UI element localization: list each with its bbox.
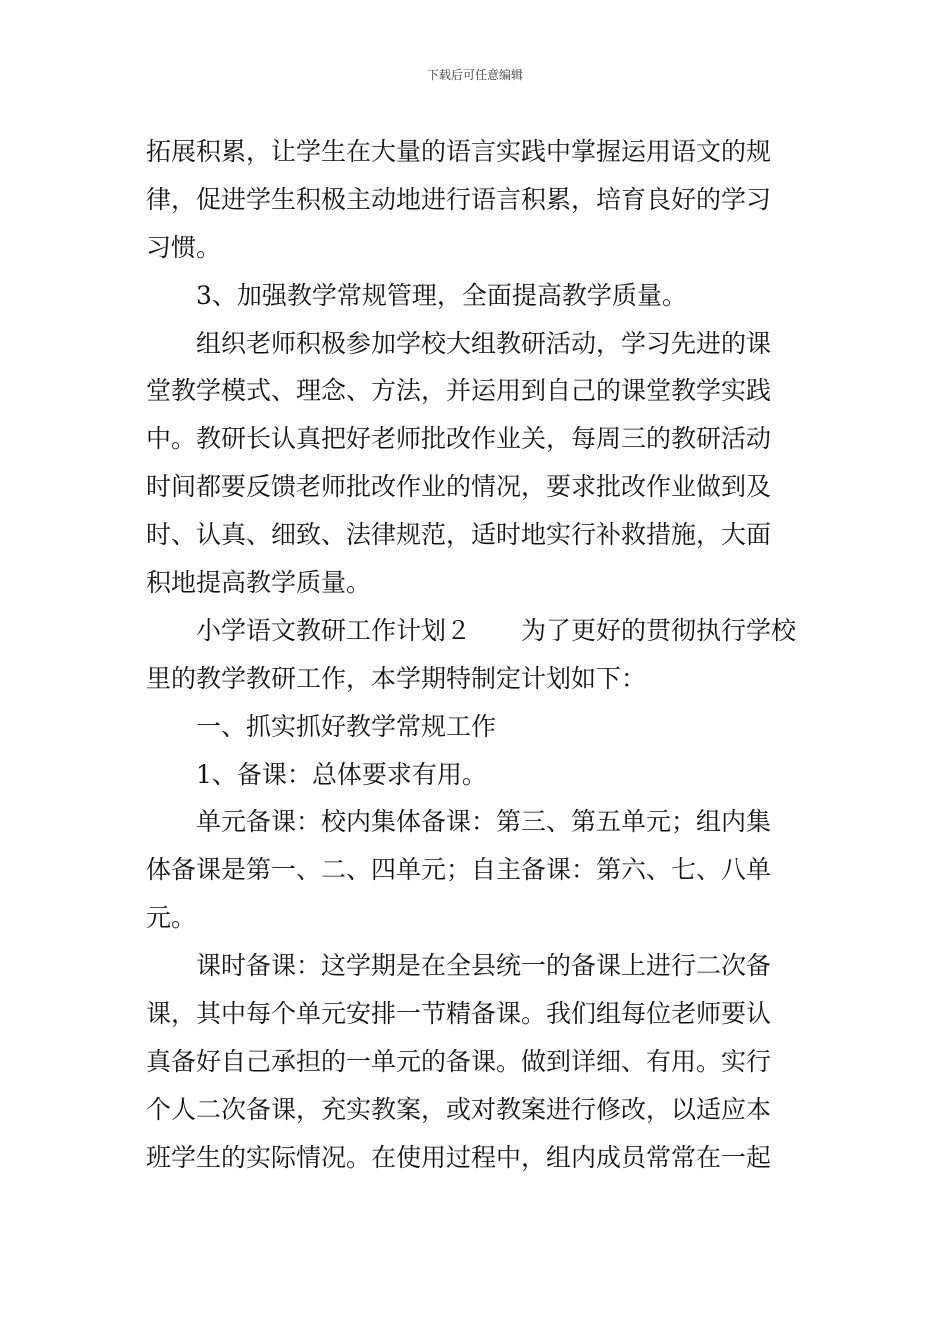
text-line: 班学生的实际情况。在使用过程中，组内成员常常在一起 — [146, 1142, 772, 1172]
text-line: 拓展积累，让学生在大量的语言实践中掌握运用语文的规 — [146, 137, 772, 166]
text-line: 中。教研长认真把好老师批改作业关，每周三的教研活动 — [146, 424, 772, 454]
page-header-note: 下载后可任意编辑 — [426, 68, 523, 82]
text-line: 里的教学教研工作，本学期特制定计划如下： — [146, 663, 647, 693]
text-line: 堂教学模式、理念、方法，并运用到自己的课堂教学实践 — [146, 376, 772, 406]
text-line: 课，其中每个单元安排一节精备课。我们组每位老师要认 — [146, 999, 772, 1029]
text-line: 律，促进学生积极主动地进行语言积累，培育良好的学习 — [146, 184, 772, 214]
section-heading: 3、加强教学常规管理，全面提高教学质量。 — [196, 280, 687, 310]
text-line: 组织老师积极参加学校大组教研活动，学习先进的课 — [196, 328, 772, 358]
document-body — [146, 128, 806, 1182]
text-line: 习惯。 — [146, 232, 222, 262]
section-heading: 一、抓实抓好教学常规工作 — [196, 711, 497, 741]
text-line: 积地提高教学质量。 — [146, 568, 372, 598]
text-line: 真备好自己承担的一单元的备课。做到详细、有用。实行 — [146, 1046, 772, 1076]
text-line: 单元备课：校内集体备课：第三、第五单元；组内集 — [196, 807, 772, 837]
text-line: 元。 — [146, 903, 197, 933]
text-line: 时、认真、细致、法律规范，适时地实行补救措施，大面 — [146, 520, 772, 550]
text-line: 个人二次备课，充实教案，或对教案进行修改，以适应本 — [146, 1094, 772, 1124]
text-line: 时间都要反馈老师批改作业的情况，要求批改作业做到及 — [146, 472, 772, 502]
section-heading: 1、备课：总体要求有用。 — [196, 759, 487, 789]
text-line: 小学语文教研工作计划２ 为了更好的贯彻执行学校 — [196, 615, 797, 645]
text-line: 体备课是第一、二、四单元；自主备课：第六、七、八单 — [146, 855, 772, 885]
text-line: 课时备课：这学期是在全县统一的备课上进行二次备 — [196, 951, 772, 981]
